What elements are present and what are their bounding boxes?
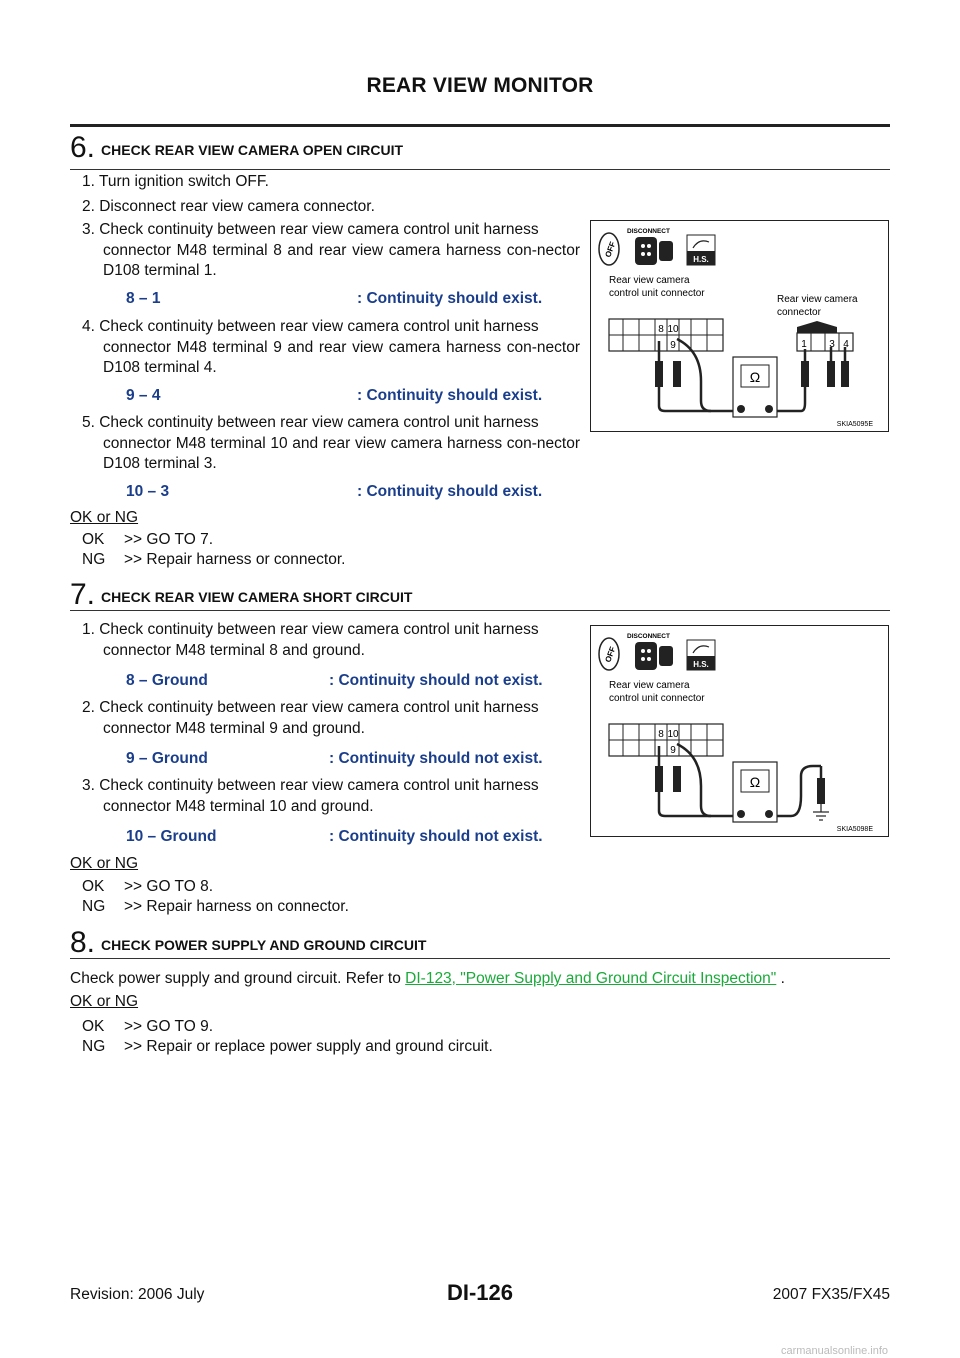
section-7-number: 7. (70, 578, 96, 611)
sec7-ng-text: >> Repair harness on connector. (124, 898, 349, 915)
figure-skia5095e (590, 220, 889, 432)
sec6-step-2: 2. Disconnect rear view camera connector. (82, 198, 375, 215)
sec8-ok-or-ng: OK or NG (70, 993, 139, 1010)
sec6-step-5-cont: connector M48 terminal 10 and rear view camera harness con-nector D108 terminal 3. (103, 434, 580, 472)
sec6-step-3 (82, 220, 580, 282)
sec8-ng-line (82, 1038, 493, 1056)
camera-connector-label-1: Rear view camera (777, 294, 858, 305)
cu-connector-label-2: control unit connector (609, 693, 705, 704)
svg-text:OFF: OFF (603, 240, 618, 259)
svg-text:H.S.: H.S. (693, 660, 709, 669)
svg-text:9: 9 (670, 745, 676, 756)
camera-connector (797, 321, 853, 351)
svg-text:3: 3 (829, 339, 835, 350)
sec7-spec-1-pins: 8 – Ground (126, 672, 208, 689)
section-7-header (70, 578, 890, 611)
sec6-ng-line (82, 551, 345, 569)
watermark: carmanualsonline.info (780, 1345, 888, 1357)
sec6-spec-3-pins: 10 – 3 (126, 483, 170, 500)
sec7-step-1 (82, 620, 580, 661)
page-title: REAR VIEW MONITOR (366, 74, 594, 97)
sec8-ok-line (82, 1018, 213, 1036)
sec8-ng-text: >> Repair or replace power supply and ground circuit. (124, 1038, 493, 1055)
sec7-ok-line (82, 878, 213, 896)
ohmmeter-icon (733, 357, 777, 417)
hs-icon (687, 235, 715, 265)
svg-text:4: 4 (843, 339, 849, 350)
sec6-step-5-line: 5. Check continuity between rear view camera control unit harness (82, 414, 539, 431)
ground-icon (813, 804, 829, 820)
section-8-number: 8. (70, 926, 96, 959)
control-unit-connector (609, 724, 723, 756)
disconnect-icon (627, 633, 673, 670)
sec7-spec-2-result: : Continuity should not exist. (329, 750, 543, 767)
svg-text:10: 10 (667, 729, 679, 740)
sec7-step-3-cont: connector M48 terminal 10 and ground. (103, 797, 374, 815)
cu-connector-label-1: Rear view camera (609, 680, 690, 691)
wiring-diagram-short-circuit (591, 626, 888, 836)
sec6-step-4 (82, 317, 580, 379)
sec6-spec-1-result: : Continuity should exist. (357, 290, 543, 307)
hs-icon (687, 640, 715, 670)
cu-connector-label-1: Rear view camera (609, 275, 690, 286)
sec6-step-3-line: 3. Check continuity between rear view camera control unit harness (82, 221, 539, 238)
sec6-ng-tag: NG (82, 551, 106, 568)
svg-text:10: 10 (667, 324, 679, 335)
svg-text:H.S.: H.S. (693, 255, 709, 264)
ohmmeter-icon (733, 762, 777, 822)
wiring-diagram-open-circuit (591, 221, 888, 431)
sec6-step-1: 1. Turn ignition switch OFF. (82, 173, 269, 190)
sec8-ng-tag: NG (82, 1038, 106, 1055)
sec6-step-5 (82, 413, 580, 475)
sec7-spec-2-pins: 9 – Ground (126, 750, 208, 767)
footer-model: 2007 FX35/FX45 (772, 1286, 890, 1303)
section-7-title: CHECK REAR VIEW CAMERA SHORT CIRCUIT (101, 589, 413, 605)
sec6-step-4-line: 4. Check continuity between rear view camera control unit harness (82, 318, 539, 335)
sec7-step-2-cont: connector M48 terminal 9 and ground. (103, 719, 365, 737)
sec7-spec-3-pins: 10 – Ground (126, 828, 217, 845)
sec6-ok-tag: OK (82, 531, 105, 548)
svg-text:DISCONNECT: DISCONNECT (627, 633, 670, 640)
ignition-off-icon (599, 233, 619, 265)
section-8-header (70, 926, 890, 959)
sec7-ok-text: >> GO TO 8. (124, 878, 214, 895)
sec7-ng-tag: NG (82, 898, 106, 915)
section-6-header (70, 124, 890, 170)
sec7-ok-tag: OK (82, 878, 105, 895)
figure-code: SKIA5098E (836, 826, 873, 833)
sec6-ng-text: >> Repair harness or connector. (124, 551, 346, 568)
sec7-step-3-line: 3. Check continuity between rear view camera control unit harness (82, 777, 539, 794)
sec8-body-end: . (776, 970, 785, 987)
sec7-step-1-cont: connector M48 terminal 8 and ground. (103, 641, 365, 659)
sec6-ok-line (82, 531, 213, 549)
camera-connector-label-2: connector (777, 307, 821, 318)
figure-skia5098e (590, 625, 889, 837)
footer-revision: Revision: 2006 July (70, 1286, 205, 1303)
section-6-title: CHECK REAR VIEW CAMERA OPEN CIRCUIT (101, 142, 404, 158)
sec7-step-1-line: 1. Check continuity between rear view camera control unit harness (82, 621, 539, 638)
svg-text:OFF: OFF (603, 645, 618, 664)
sec8-body-text: Check power supply and ground circuit. Refer to (70, 970, 406, 987)
sec8-ok-tag: OK (82, 1018, 105, 1035)
svg-text:8: 8 (658, 324, 664, 335)
sec7-step-3 (82, 776, 580, 817)
sec6-spec-1-pins: 8 – 1 (126, 290, 161, 307)
sec8-ok-text: >> GO TO 9. (124, 1018, 214, 1035)
footer-page-number: DI-126 (446, 1280, 514, 1305)
sec7-spec-1-result: : Continuity should not exist. (329, 672, 543, 689)
sec6-ok-text: >> GO TO 7. (124, 531, 214, 548)
svg-text:Ω: Ω (749, 774, 761, 790)
control-unit-connector (609, 319, 723, 351)
svg-text:8: 8 (658, 729, 664, 740)
ignition-off-icon (599, 638, 619, 670)
sec7-ng-line (82, 898, 349, 916)
svg-text:9: 9 (670, 340, 676, 351)
sec8-body (70, 969, 785, 989)
sec6-spec-2-result: : Continuity should exist. (357, 387, 543, 404)
sec8-reference-link[interactable]: DI-123, "Power Supply and Ground Circuit Inspection" (405, 970, 777, 987)
sec6-spec-2-pins: 9 – 4 (126, 387, 161, 404)
cu-connector-label-2: control unit connector (609, 288, 705, 299)
section-6-number: 6. (70, 131, 96, 164)
sec7-ok-or-ng: OK or NG (70, 855, 139, 872)
disconnect-icon (627, 228, 673, 265)
sec6-ok-or-ng: OK or NG (70, 509, 139, 526)
sec6-spec-3-result: : Continuity should exist. (357, 483, 543, 500)
sec7-step-2 (82, 698, 580, 739)
svg-text:Ω: Ω (749, 369, 761, 385)
svg-text:DISCONNECT: DISCONNECT (627, 228, 670, 235)
sec7-spec-3-result: : Continuity should not exist. (329, 828, 543, 845)
svg-text:1: 1 (801, 339, 807, 350)
sec7-step-2-line: 2. Check continuity between rear view camera control unit harness (82, 699, 539, 716)
sec6-step-4-cont: connector M48 terminal 9 and rear view camera harness con-nector D108 terminal 4. (103, 338, 580, 376)
sec6-step-3-cont: connector M48 terminal 8 and rear view camera harness con-nector D108 terminal 1. (103, 241, 580, 279)
section-8-title: CHECK POWER SUPPLY AND GROUND CIRCUIT (101, 937, 427, 953)
figure-code: SKIA5095E (836, 421, 873, 428)
